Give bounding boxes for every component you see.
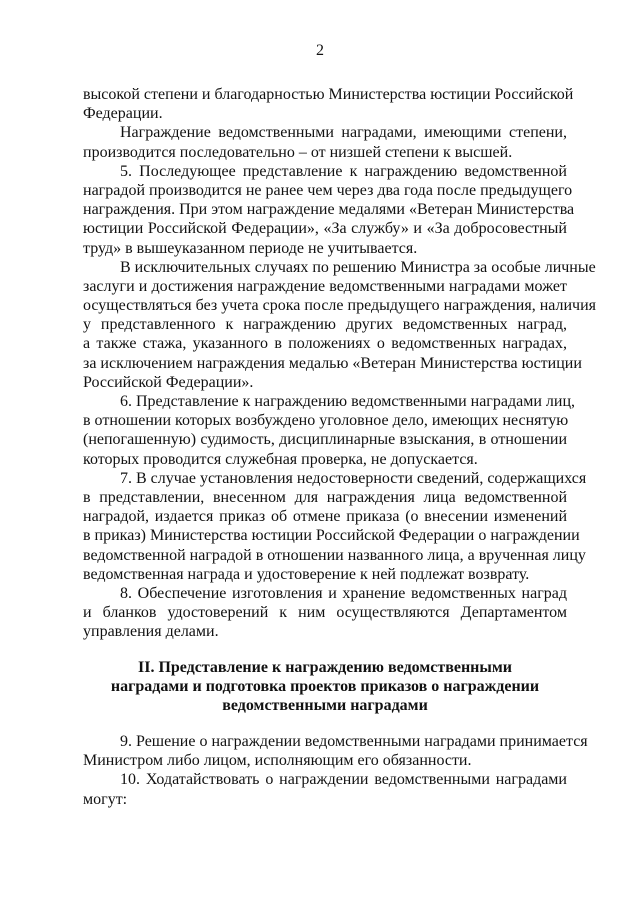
text-line: Федерации.: [83, 105, 163, 123]
paragraph: [83, 732, 588, 770]
body-text-part1: [83, 85, 597, 641]
text-line: ведомственная награда и удостоверение к ней подлежат возврату.: [83, 565, 530, 583]
text-line: Министром либо лицом, исполняющим его обязанности.: [83, 752, 472, 770]
text-line: В исключительных случаях по решению Министра за особые личные: [120, 258, 596, 276]
paragraph: [83, 162, 575, 258]
text-line: 5. Последующее представление к награждению ведомственной: [120, 162, 567, 180]
text-line: (непогашенную) судимость, дисциплинарные взыскания, в отношении: [83, 431, 567, 449]
text-line: осуществляться без учета срока после предыдущего награждения, наличия: [83, 297, 597, 315]
text-line: в представлении, внесенном для награждения лица ведомственной: [83, 488, 567, 506]
paragraph: [83, 770, 567, 808]
text-line: ведомственной наградой в отношении названного лица, а врученная лицу: [83, 546, 586, 564]
text-line: 10. Ходатайствовать о награждении ведомственными наградами: [120, 771, 567, 789]
text-line: заслуги и достижения награждение ведомственными наградами может: [83, 277, 567, 295]
text-line: награждения. При этом награждение медалями «Ветеран Министерства: [83, 201, 575, 219]
paragraph: [83, 258, 597, 392]
text-line: 6. Представление к награждению ведомственными наградами лиц,: [120, 393, 576, 410]
text-line: в приказ) Министерства юстиции Российской Федерации о награждении: [83, 527, 580, 545]
heading-line: II. Представление к награждению ведомственными: [137, 659, 512, 676]
paragraph: [83, 123, 567, 161]
paragraph: [83, 85, 574, 123]
text-line: в отношении которых возбуждено уголовное дело, имеющих неснятую: [83, 412, 569, 430]
section-heading: [83, 658, 567, 715]
paragraph: [83, 469, 587, 584]
text-line: и бланков удостоверений к ним осуществляются Департаментом: [83, 604, 567, 622]
text-line: наградой производится не ранее чем через два года после предыдущего: [83, 181, 573, 199]
page-number: 2: [316, 42, 324, 59]
text-line: могут:: [83, 790, 128, 808]
text-line: Награждение ведомственными наградами, имеющими степени,: [120, 124, 567, 142]
text-line: которых проводится служебная проверка, не допускается.: [83, 450, 478, 468]
text-line: 8. Обеспечение изготовления и хранение ведомственных наград: [120, 584, 567, 602]
text-line: управления делами.: [83, 623, 219, 641]
text-line: 9. Решение о награждении ведомственными наградами принимается: [120, 733, 588, 750]
text-line: за исключением награждения медалью «Ветеран Министерства юстиции: [83, 354, 582, 372]
text-line: юстиции Российской Федерации», «За службу» и «За добросовестный: [83, 220, 567, 238]
text-line: а также стажа, указанного в положениях о ведомственных наградах,: [83, 335, 567, 353]
text-line: Российской Федерации».: [83, 373, 254, 391]
text-line: у представленного к награждению других ведомственных наград,: [83, 316, 567, 334]
text-line: производится последовательно – от низшей степени к высшей.: [83, 143, 513, 161]
heading-line: ведомственными наградами: [222, 697, 428, 714]
heading-line: наградами и подготовка проектов приказов о награждении: [110, 678, 540, 695]
paragraph: [83, 392, 576, 469]
paragraph: [83, 584, 567, 642]
text-line: наградой, издается приказ об отмене приказа (о внесении изменений: [83, 508, 567, 526]
text-line: высокой степени и благодарностью Министерства юстиции Российской: [83, 86, 574, 103]
text-line: труд» в вышеуказанном периоде не учитывается.: [83, 239, 418, 257]
text-line: 7. В случае установления недостоверности сведений, содержащихся: [120, 469, 587, 487]
body-text-part2: [83, 732, 588, 809]
